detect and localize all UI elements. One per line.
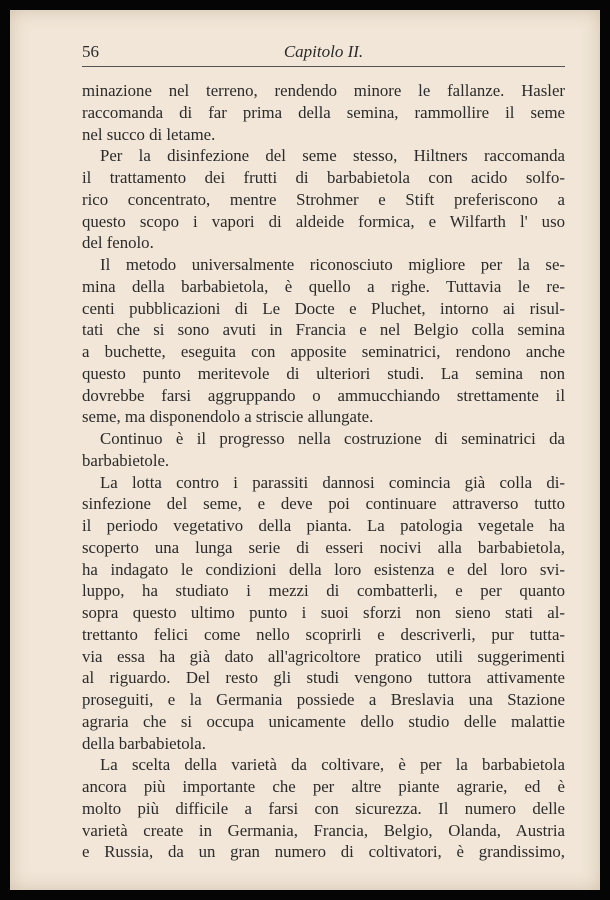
- text-line: scoperto una lunga serie di esseri nocivi alla barbabietola,: [82, 537, 565, 557]
- text-line: sopra questo ultimo punto i suoi sforzi non sieno stati al-: [82, 603, 565, 622]
- text-line: tati che si sono avuti in Francia e nel Belgio colla semina: [82, 320, 565, 340]
- text-line: dovrebbe farsi aggruppando o ammucchiando strettamente il: [82, 385, 565, 405]
- chapter-title: Capitolo II.: [283, 42, 364, 61]
- text-line: Per la disinfezione del seme stesso, Hiltners raccomanda: [100, 146, 565, 166]
- text-line: luppo, ha studiato i mezzi di combatterli, e per quanto: [82, 581, 565, 601]
- text-line: nel succo di letame.: [82, 124, 216, 144]
- text-line: del fenolo.: [82, 233, 154, 253]
- text-line: e Russia, da un gran numero di coltivatori, è grandissimo,: [82, 842, 565, 862]
- text-line: molto più difficile a farsi con sicurezza. Il numero delle: [82, 798, 565, 818]
- text-line: rico concentrato, mentre Strohmer e Stift preferiscono a: [82, 189, 565, 209]
- text-line: sinfezione del seme, e deve poi continuare attraverso tutto: [82, 494, 565, 514]
- text-line: Il metodo universalmente riconosciuto migliore per la se-: [100, 255, 565, 274]
- body-text: [82, 80, 565, 863]
- paragraph: [82, 145, 565, 254]
- text-line: seme, ma disponendolo a striscie allungate.: [82, 407, 374, 427]
- paragraph: [82, 254, 565, 428]
- text-line: La scelta della varietà da coltivare, è per la barbabietola: [100, 755, 565, 775]
- text-line: centi pubblicazioni di Le Docte e Pluchet, intorno ai risul-: [82, 298, 565, 318]
- text-line: varietà create in Germania, Francia, Belgio, Olanda, Austria: [82, 820, 565, 840]
- text-line: minazione nel terreno, rendendo minore le fallanze. Hasler: [82, 81, 565, 100]
- text-line: proseguiti, e la Germania possiede a Breslavia una Stazione: [82, 690, 565, 709]
- paragraph: [82, 472, 565, 755]
- text-line: La lotta contro i parassiti dannosi comincia già colla di-: [100, 472, 565, 492]
- text-line: a buchette, eseguita con apposite seminatrici, rendono anche: [82, 342, 565, 361]
- text-line: raccomanda di far prima della semina, rammollire il seme: [82, 102, 565, 122]
- text-line: barbabietole.: [82, 450, 170, 470]
- text-line: questo scopo i vapori di aldeide formica, e Wilfarth l' uso: [82, 211, 565, 231]
- book-page: [10, 10, 600, 890]
- text-line: Continuo è il progresso nella costruzione di seminatrici da: [100, 429, 565, 448]
- text-line: mina della barbabietola, è quello a righe. Tuttavia le re-: [82, 276, 565, 296]
- text-line: il trattamento dei frutti di barbabietola con acido solfo-: [82, 168, 565, 187]
- text-line: della barbabietola.: [82, 733, 206, 753]
- paragraph: [82, 754, 565, 863]
- text-line: via essa ha già dato all'agricoltore pratico utili suggerimenti: [82, 646, 565, 666]
- page-number: 56: [82, 42, 99, 61]
- paragraph: [82, 428, 565, 472]
- text-line: al riguardo. Del resto gli studi vengono tuttora attivamente: [82, 668, 565, 688]
- paragraph: [82, 80, 565, 145]
- text-line: trettanto felici come nello scoprirli e descriverli, pur tutta-: [82, 624, 565, 644]
- text-line: ancora più importante che per altre piante agrarie, ed è: [82, 777, 565, 796]
- text-line: ha indagato le condizioni della loro esistenza e del loro svi-: [82, 559, 565, 579]
- text-line: il periodo vegetativo della pianta. La patologia vegetale ha: [82, 516, 565, 535]
- text-line: questo punto meritevole di ulteriori studi. La semina non: [82, 363, 565, 383]
- text-line: agraria che si occupa unicamente dello studio delle malattie: [82, 711, 565, 731]
- page-header: [82, 40, 565, 67]
